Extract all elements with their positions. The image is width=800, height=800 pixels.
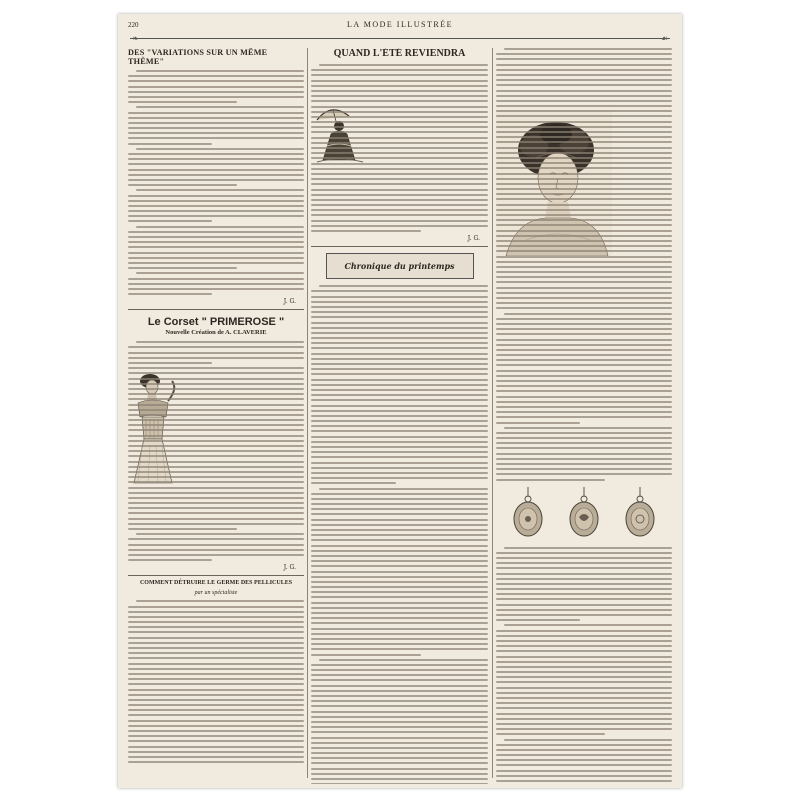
- article-body-chronique: [311, 285, 488, 784]
- article-body-pellicules: [128, 600, 304, 763]
- column-2: [311, 48, 488, 784]
- section-rule: [311, 246, 488, 247]
- header-rule: [130, 38, 670, 39]
- medallion-illustration-1: [511, 487, 545, 539]
- article-body-corset: [128, 341, 304, 561]
- column-separator-1: [307, 48, 308, 778]
- article-body-quand-lete: [311, 64, 488, 232]
- article-subtitle-corset: Nouvelle Création de A. CLAVERIE: [165, 329, 267, 337]
- article-subtitle-pellicules: par un spécialiste: [194, 590, 238, 597]
- medallion-illustrations: [500, 487, 668, 539]
- section-rule: [128, 309, 304, 310]
- chronique-banner-title: Chronique du printemps: [344, 261, 455, 272]
- signature-corset: J. G.: [283, 564, 296, 572]
- signature-quand-lete: J. G.: [467, 235, 480, 243]
- signature-variations: J. G.: [283, 298, 296, 306]
- article-body-bijoux: [496, 547, 672, 784]
- header-ornament-right: ☙: [660, 34, 668, 43]
- page-number: 220: [128, 21, 139, 29]
- header-ornament-left: ❧: [132, 34, 139, 43]
- magazine-page: [118, 14, 682, 788]
- medallion-illustration-2: [567, 487, 601, 539]
- article-title-variations: DES "VARIATIONS SUR UN MÊME THÈME": [128, 48, 268, 66]
- column-1: [128, 48, 304, 784]
- article-title-quand-lete-reviendra: QUAND L'ÉTÉ REVIENDRA: [333, 48, 466, 59]
- article-body-coiffure: [496, 48, 672, 481]
- medallion-illustration-3: [623, 487, 657, 539]
- article-body-variations: [128, 70, 304, 295]
- column-separator-2: [492, 48, 493, 778]
- magazine-title: LA MODE ILLUSTRÉE: [347, 19, 453, 29]
- chronique-banner: [326, 253, 474, 279]
- page-header: [128, 14, 672, 34]
- article-title-corset: Le Corset " PRIMEROSE ": [147, 316, 285, 329]
- article-title-pellicules: COMMENT DÉTRUIRE LE GERME DES PELLICULES: [139, 580, 293, 587]
- section-rule: [128, 575, 304, 576]
- column-3: [496, 48, 672, 784]
